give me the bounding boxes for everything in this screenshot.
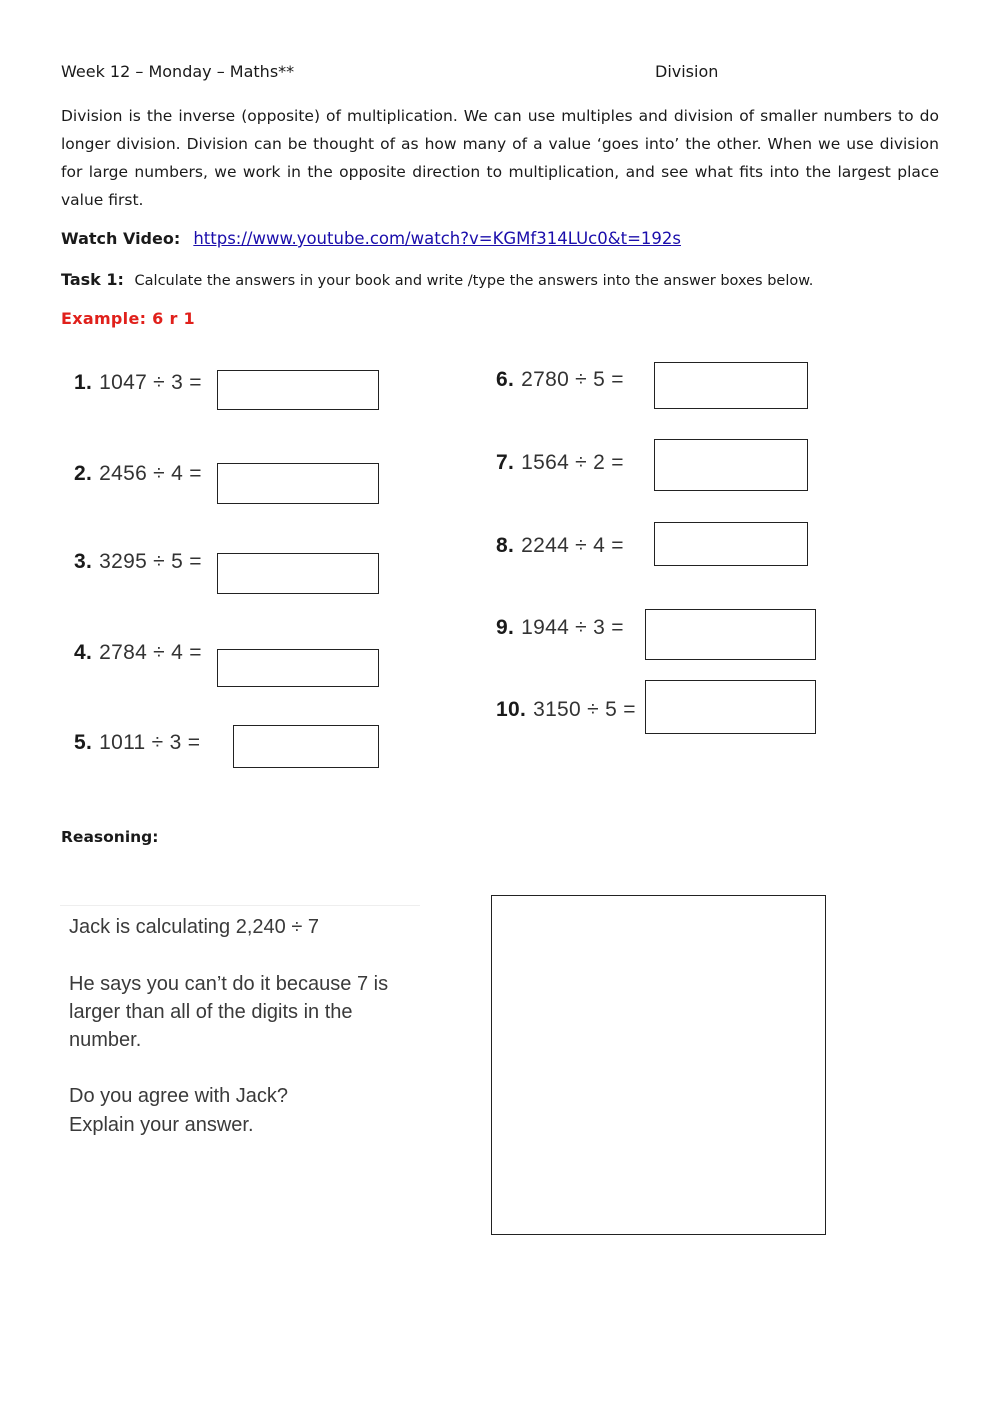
example-answer: Example: 6 r 1	[61, 309, 195, 328]
answer-box-4[interactable]	[217, 649, 379, 687]
question-number: 4.	[74, 641, 93, 664]
question-expression: 1564 ÷ 2 =	[521, 451, 624, 474]
question-number: 8.	[496, 534, 515, 557]
question-expression: 1944 ÷ 3 =	[521, 616, 624, 639]
question-5	[74, 731, 200, 755]
question-number: 10.	[496, 698, 527, 721]
question-6	[496, 368, 624, 392]
reasoning-answer-box[interactable]	[491, 895, 826, 1235]
task-label: Task 1:	[61, 270, 124, 289]
video-link[interactable]: https://www.youtube.com/watch?v=KGMf314LUc0&t=192s	[193, 229, 681, 248]
question-expression: 1047 ÷ 3 =	[99, 371, 202, 394]
reasoning-line: number.	[69, 1029, 142, 1051]
question-expression: 1011 ÷ 3 =	[99, 731, 201, 754]
question-7	[496, 451, 624, 475]
question-number: 2.	[74, 462, 93, 485]
question-9	[496, 616, 624, 640]
question-number: 3.	[74, 550, 93, 573]
reasoning-line: Explain your answer.	[69, 1114, 254, 1136]
task-text: Calculate the answers in your book and write /type the answers into the answer boxes below.	[134, 273, 814, 289]
intro-paragraph: Division is the inverse (opposite) of multiplication. We can use multiples and division of smaller numbers to do longer division. Division can be thought of as how many of a value ‘goes into’ the other. When we use division for large numbers, we work in the opposite direction to multiplication, and see what fits into the largest place value first.	[61, 107, 939, 209]
question-3	[74, 550, 202, 574]
question-expression: 2784 ÷ 4 =	[99, 641, 202, 664]
reasoning-line: Jack is calculating 2,240 ÷ 7	[69, 916, 319, 938]
question-1	[74, 371, 202, 395]
task-instructions	[61, 270, 813, 289]
question-expression: 2456 ÷ 4 =	[99, 462, 202, 485]
watch-video-line	[61, 229, 681, 248]
question-expression: 2244 ÷ 4 =	[521, 534, 624, 557]
question-expression: 3150 ÷ 5 =	[533, 698, 636, 721]
watch-video-label: Watch Video:	[61, 229, 181, 248]
question-number: 9.	[496, 616, 515, 639]
answer-box-6[interactable]	[654, 362, 808, 409]
worksheet-topic: Division	[655, 62, 719, 81]
question-number: 7.	[496, 451, 515, 474]
answer-box-5[interactable]	[233, 725, 379, 768]
worksheet-title: Week 12 – Monday – Maths**	[61, 62, 295, 81]
question-4	[74, 641, 202, 665]
reasoning-line: larger than all of the digits in the	[69, 1001, 353, 1023]
answer-box-1[interactable]	[217, 370, 379, 410]
question-number: 6.	[496, 368, 515, 391]
question-8	[496, 534, 624, 558]
answer-box-3[interactable]	[217, 553, 379, 594]
answer-box-7[interactable]	[654, 439, 808, 491]
question-number: 5.	[74, 731, 93, 754]
reasoning-line: Do you agree with Jack?	[69, 1085, 289, 1107]
answer-box-10[interactable]	[645, 680, 816, 734]
question-expression: 2780 ÷ 5 =	[521, 368, 624, 391]
question-number: 1.	[74, 371, 93, 394]
question-10	[496, 698, 636, 722]
question-expression: 3295 ÷ 5 =	[99, 550, 202, 573]
reasoning-label: Reasoning:	[61, 828, 159, 846]
answer-box-2[interactable]	[217, 463, 379, 504]
answer-box-9[interactable]	[645, 609, 816, 660]
answer-box-8[interactable]	[654, 522, 808, 566]
question-2	[74, 462, 202, 486]
reasoning-line: He says you can’t do it because 7 is	[69, 973, 389, 995]
